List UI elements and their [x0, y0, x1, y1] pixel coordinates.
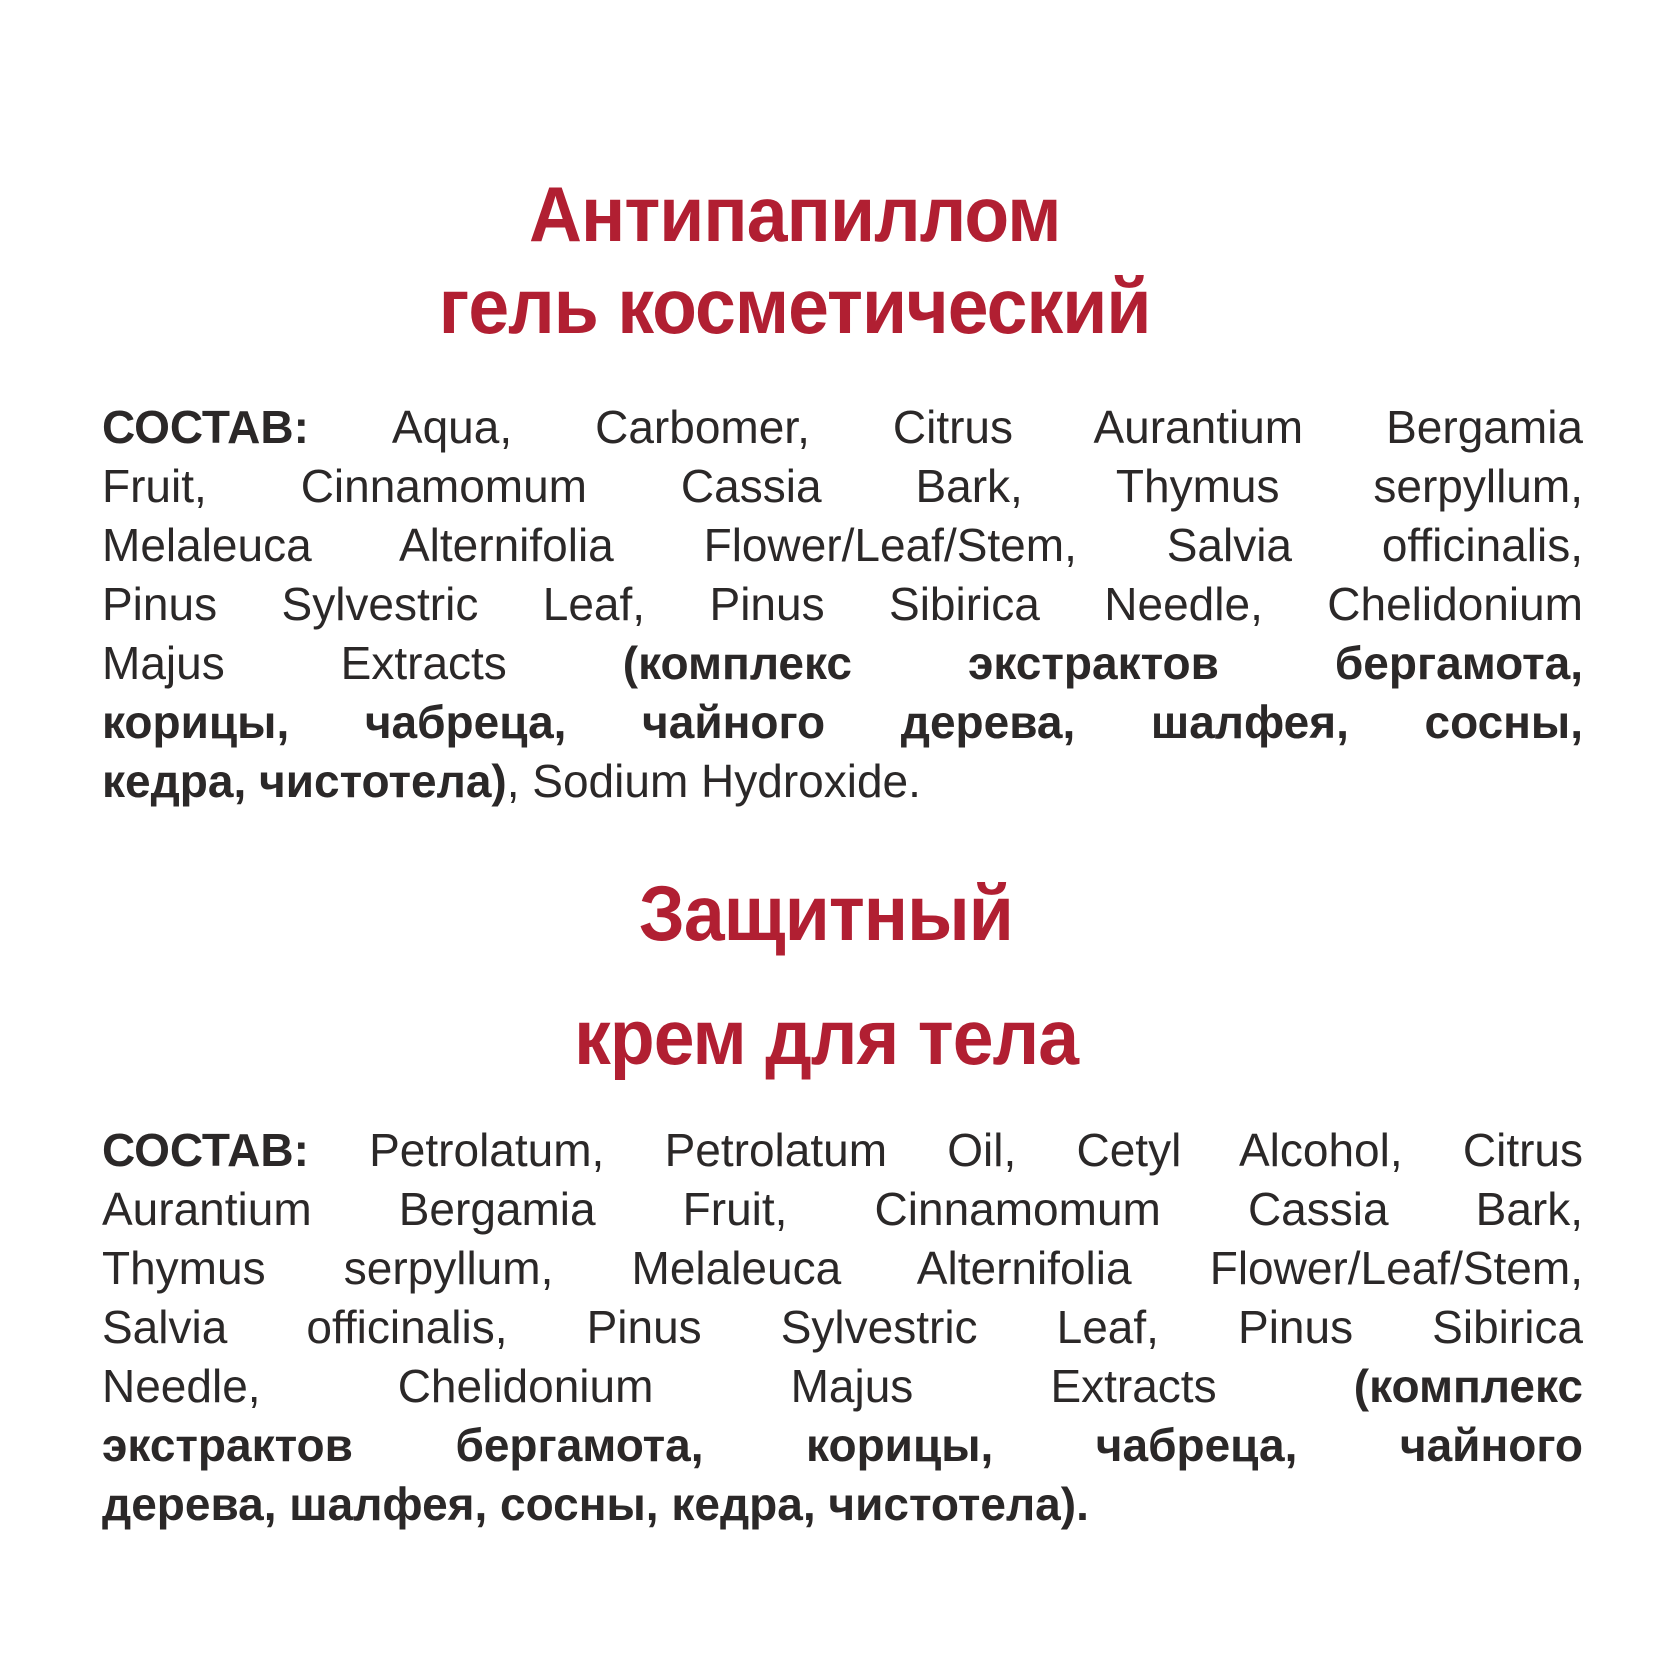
composition-paragraph-cream [102, 1121, 1583, 1534]
composition-line [102, 516, 1583, 575]
composition-bold-segment: СОСТАВ: [102, 401, 309, 453]
composition-line [102, 398, 1583, 457]
composition-bold-segment: СОСТАВ: [102, 1124, 309, 1176]
composition-text-segment: Petrolatum, Petrolatum Oil, Cetyl Alcohol, Citrus [308, 1124, 1583, 1176]
composition-line [102, 1239, 1583, 1298]
composition-line [102, 1357, 1583, 1416]
composition-text-segment: Fruit, Cinnamomum Cassia Bark, Thymus serpyllum, [102, 460, 1583, 512]
composition-text-segment: Aqua, Carbomer, Citrus Aurantium Bergamia [308, 401, 1583, 453]
product-title-line: Антипапиллом [529, 170, 1061, 258]
composition-line [102, 457, 1583, 516]
composition-line [102, 1121, 1583, 1180]
composition-line [102, 634, 1583, 693]
composition-paragraph-gel [102, 398, 1583, 811]
product-title-gel [0, 168, 1635, 352]
composition-line [102, 1298, 1583, 1357]
composition-line [102, 752, 1583, 811]
composition-text-segment: Melaleuca Alternifolia Flower/Leaf/Stem, Salvia officinalis, [102, 519, 1583, 571]
product-title-line: Защитный [638, 869, 1014, 957]
composition-bold-segment: кедра, чистотела) [102, 755, 507, 807]
composition-text-segment: Salvia officinalis, Pinus Sylvestric Leaf, Pinus Sibirica [102, 1301, 1583, 1353]
composition-text-segment: Thymus serpyllum, Melaleuca Alternifolia Flower/Leaf/Stem, [102, 1242, 1583, 1294]
product-title-line: крем для тела [573, 993, 1078, 1081]
composition-text-segment: Aurantium Bergamia Fruit, Cinnamomum Cassia Bark, [102, 1183, 1583, 1235]
composition-bold-segment: корицы, чабреца, чайного дерева, шалфея, сосны, [102, 696, 1583, 748]
composition-text-segment: Pinus Sylvestric Leaf, Pinus Sibirica Needle, Chelidonium [102, 578, 1583, 630]
composition-line [102, 1180, 1583, 1239]
composition-text-segment: Majus Extracts [102, 637, 623, 689]
composition-line [102, 1416, 1583, 1475]
product-title-cream [0, 851, 1666, 1099]
composition-line [102, 575, 1583, 634]
composition-line [102, 1475, 1583, 1534]
composition-bold-segment: (комплекс [1353, 1360, 1583, 1412]
composition-line [102, 693, 1583, 752]
composition-bold-segment: (комплекс экстрактов бергамота, [622, 637, 1583, 689]
composition-text-segment: Needle, Chelidonium Majus Extracts [102, 1360, 1354, 1412]
composition-text-segment: , Sodium Hydroxide. [506, 755, 921, 807]
composition-bold-segment: дерева, шалфея, сосны, кедра, чистотела). [102, 1478, 1089, 1530]
product-title-line: гель косметический [439, 262, 1151, 350]
composition-bold-segment: экстрактов бергамота, корицы, чабреца, чайного [102, 1419, 1583, 1471]
